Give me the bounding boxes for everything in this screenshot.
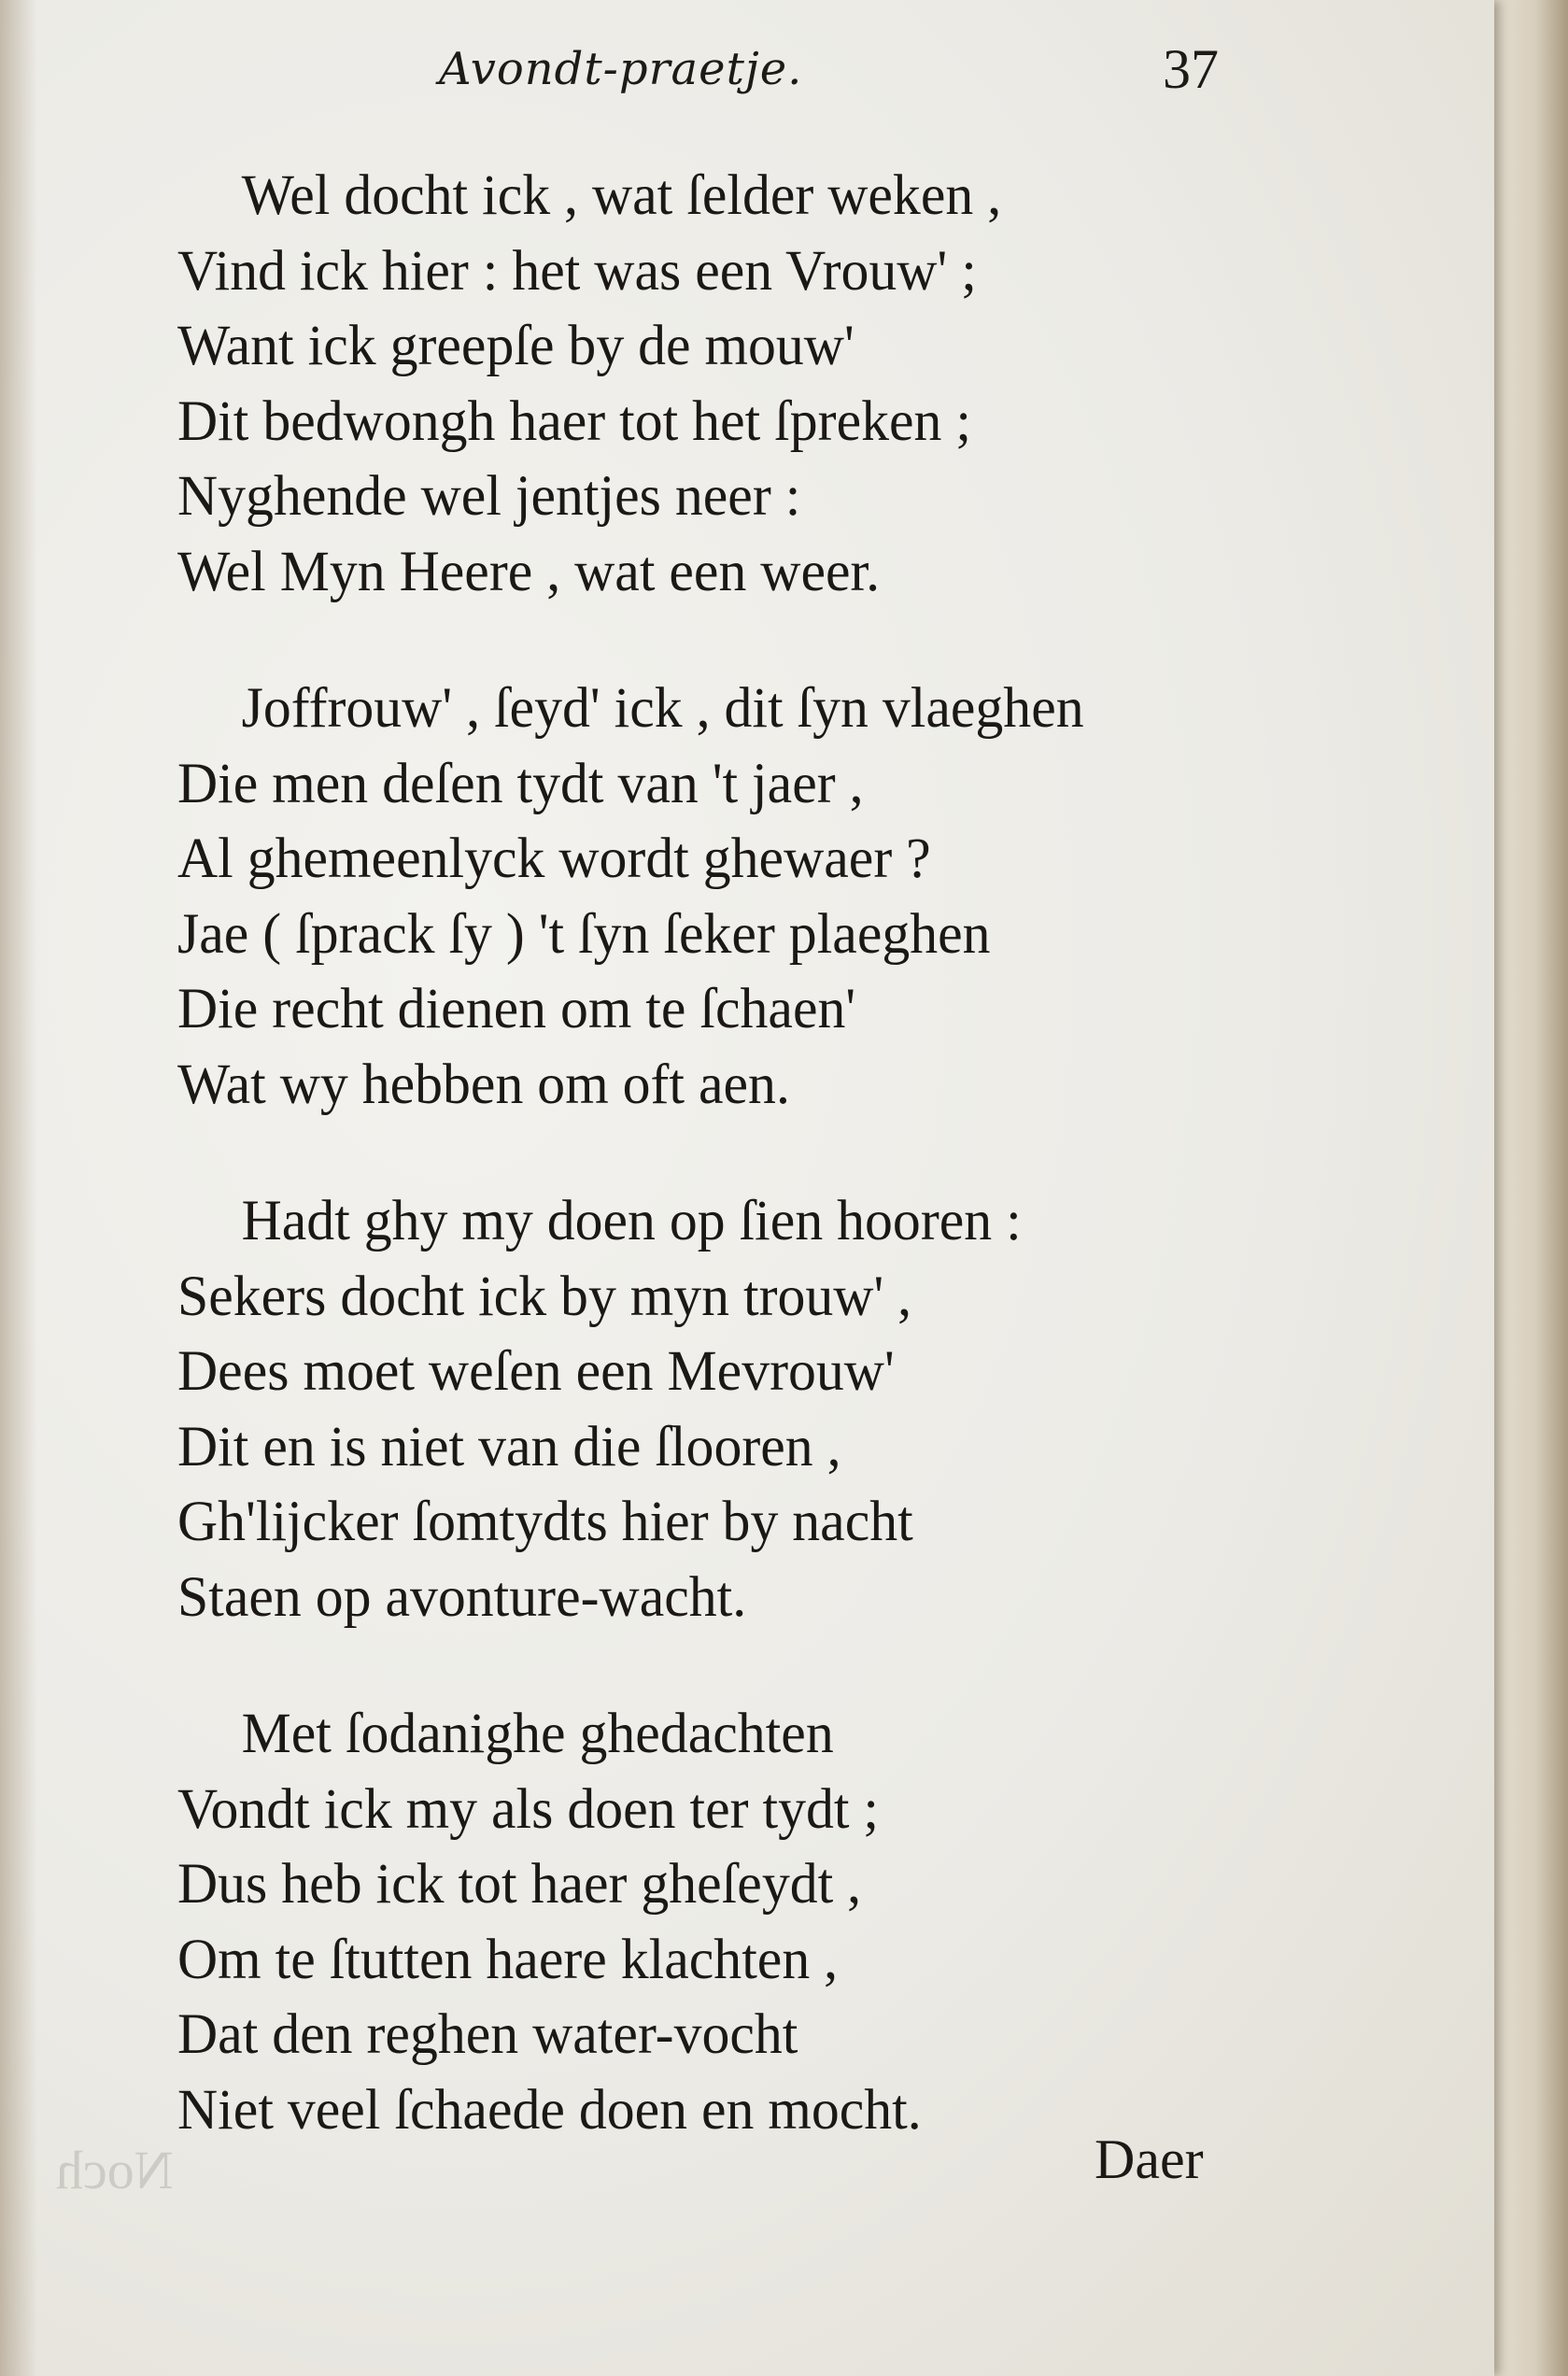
verse-line: Wel Myn Heere , wat een weer.: [177, 540, 881, 603]
verse-line: Dit bedwongh haer tot het ſpreken ;: [177, 389, 971, 453]
verse-line: Die recht dienen om te ſchaen': [177, 978, 856, 1040]
verse-line: Want ick greepſe by de mouw': [177, 315, 855, 377]
page-number: 37: [1163, 38, 1219, 100]
page-edge: [1485, 0, 1568, 2376]
verse-line: Dit en is niet van die ſlooren ,: [177, 1415, 841, 1478]
verse-line: Vind ick hier : het was een Vrouw' ;: [177, 239, 977, 303]
verse-line: Die men deſen tydt van 't jaer ,: [177, 752, 864, 815]
running-head: Avondt-praetje.: [439, 43, 803, 95]
verse-line: Al ghemeenlyck wordt ghewaer ?: [177, 827, 931, 890]
verse-line: Nyghende wel jentjes neer :: [177, 465, 801, 528]
verse-line: Met ſodanighe ghedachten: [241, 1703, 834, 1765]
catchword: Daer: [1095, 2128, 1204, 2190]
verse-line: Om te ſtutten haere klachten ,: [177, 1928, 839, 1991]
verse-line: Dees moet weſen een Mevrouw': [177, 1340, 895, 1403]
stanza-1: [177, 159, 1298, 610]
verse-line: Dus heb ick tot haer gheſeydt ,: [177, 1853, 862, 1916]
verse-line: Hadt ghy my doen op ſien hooren :: [241, 1190, 1022, 1252]
verse-line: Gh'lijcker ſomtydts hier by nacht: [177, 1491, 913, 1553]
stanza-2: [177, 672, 1298, 1123]
verse-line: Wel docht ick , wat ſelder weken ,: [241, 164, 1002, 227]
verse-line: Staen op avonture-wacht.: [177, 1565, 747, 1629]
verse-line: Vondt ick my als doen ter tydt ;: [177, 1777, 880, 1841]
stanza-4: [177, 1697, 1298, 2148]
verse-line: Wat wy hebben om oft aen.: [177, 1053, 790, 1116]
verse-line: Jae ( ſprack ſy ) 't ſyn ſeker plaeghen: [177, 902, 991, 966]
show-through-text: Noch: [56, 2140, 174, 2200]
stanza-3: [177, 1184, 1298, 1635]
verse-line: Dat den reghen water-vocht: [177, 2003, 798, 2066]
verse-line: Joffrouw' , ſeyd' ick , dit ſyn vlaeghen: [241, 677, 1084, 740]
verse-line: Niet veel ſchaede doen en mocht.: [177, 2078, 922, 2142]
page-header: [0, 37, 1494, 112]
poem-body: [177, 159, 1298, 2210]
verse-line: Sekers docht ick by myn trouw' ,: [177, 1265, 912, 1328]
